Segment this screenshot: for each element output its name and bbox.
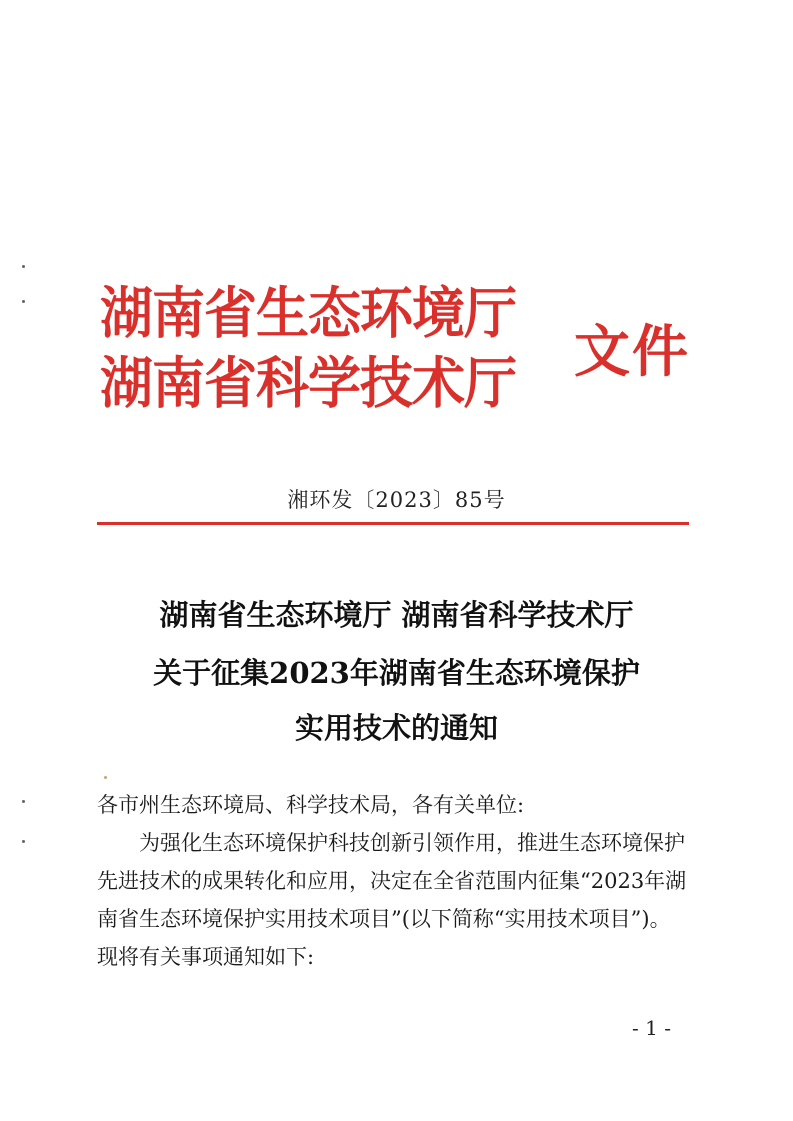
scan-speck [22,300,25,303]
issuing-organizations [100,278,516,418]
document-number: 湘环发〔2023〕85号 [287,488,506,512]
red-divider-line [97,522,689,525]
org-name-science: 湖南省科学技术厅 [100,352,516,417]
scan-speck [22,265,25,268]
paragraph-line: 为强化生态环境保护科技创新引领作用，推进生态环境保护 [139,831,685,855]
title-line-2: 关于征集2023年湖南省生态环境保护 [153,656,640,690]
title-line-1: 湖南省生态环境厅 湖南省科学技术厅 [159,598,634,632]
scan-speck [22,800,25,803]
scan-speck [22,840,25,843]
document-word: 文件 [574,320,690,385]
salutation: 各市州生态环境局、科学技术局，各有关单位: [97,793,525,817]
paragraph-line: 南省生态环境保护实用技术项目”(以下简称“实用技术项目”)。 [97,907,671,931]
page-number: - 1 - [632,1016,671,1040]
paragraph-line: 先进技术的成果转化和应用，决定在全省范围内征集“2023年湖 [97,869,687,893]
paragraph-line: 现将有关事项通知如下: [97,945,315,969]
org-name-ecology: 湖南省生态环境厅 [100,282,516,347]
scan-speck [104,776,107,779]
title-line-3: 实用技术的通知 [294,711,498,745]
